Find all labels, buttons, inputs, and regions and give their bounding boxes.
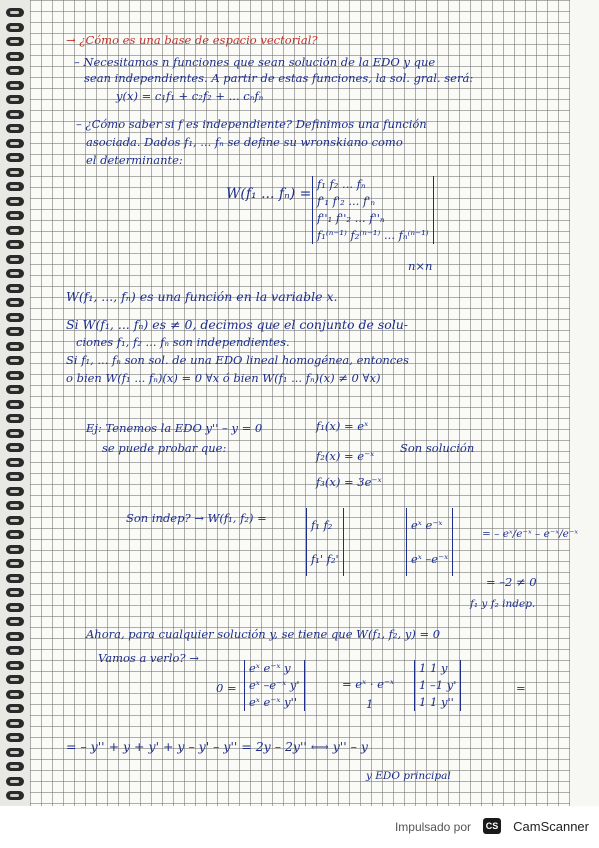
note-line: y EDO principal (366, 770, 451, 782)
spiral-ring (6, 429, 24, 438)
note-line: ciones f₁, f₂ ... fₙ son independientes. (76, 335, 290, 349)
spiral-ring (6, 487, 24, 496)
ones-matrix (414, 660, 461, 711)
note-line: asociada. Dados f₁, ... fₙ se define su wronskiano como (86, 135, 403, 149)
note-line: Si f₁, ... fₙ son sol. de una EDO lineal homogénea, entonces (66, 353, 409, 367)
note-line: el determinante: (86, 153, 183, 167)
spiral-ring (6, 110, 24, 119)
spiral-ring (6, 443, 24, 452)
matrix-size: n×n (408, 259, 433, 273)
spiral-ring (6, 298, 24, 307)
matrix-f (306, 508, 344, 576)
spiral-ring (6, 356, 24, 365)
notebook-spiral (0, 0, 30, 806)
spiral-ring (6, 124, 24, 133)
spiral-ring (6, 632, 24, 641)
matrix-row: f'₁ f'₂ ... f'ₙ (317, 194, 376, 208)
spiral-ring (6, 23, 24, 32)
spiral-ring (6, 313, 24, 322)
matrix-row: eˣ e⁻ˣ y (249, 661, 291, 675)
spiral-ring (6, 8, 24, 17)
spiral-ring (6, 661, 24, 670)
spiral-ring (6, 327, 24, 336)
wronskian-definition: W(f₁ ... fₙ) = (226, 186, 312, 202)
matrix-row: eˣ e⁻ˣ (411, 518, 443, 532)
spiral-ring (6, 777, 24, 786)
wronskian-3x3 (244, 660, 305, 711)
spiral-ring (6, 574, 24, 583)
wronskian-matrix (312, 176, 434, 244)
note-line: 1 (366, 697, 374, 711)
spiral-ring (6, 197, 24, 206)
spiral-ring (6, 226, 24, 235)
matrix-row: 1 –1 y' (419, 678, 457, 692)
spiral-ring (6, 95, 24, 104)
spiral-ring (6, 719, 24, 728)
camscanner-brand: CamScanner (513, 819, 589, 834)
matrix-row: 1 1 y'' (419, 695, 454, 709)
spiral-ring (6, 762, 24, 771)
matrix-row: eˣ –e⁻ˣ y' (249, 678, 300, 692)
example-title: Ej: Tenemos la EDO y'' – y = 0 (86, 421, 263, 435)
result-line: = –2 ≠ 0 (486, 575, 537, 589)
spiral-ring (6, 400, 24, 409)
matrix-exp (406, 508, 453, 576)
note-line: = eˣ · e⁻ˣ (342, 677, 395, 691)
spiral-ring (6, 675, 24, 684)
spiral-ring (6, 588, 24, 597)
spiral-ring (6, 371, 24, 380)
note-line: – ¿Cómo saber si f es independiente? Definimos una función (76, 117, 427, 131)
scanner-footer (0, 806, 599, 848)
spiral-ring (6, 211, 24, 220)
spiral-ring (6, 269, 24, 278)
spiral-ring (6, 385, 24, 394)
spiral-ring (6, 37, 24, 46)
handwritten-notes (66, 28, 579, 798)
spiral-ring (6, 530, 24, 539)
matrix-row: f₁ f₂ (311, 518, 333, 532)
matrix-row: 1 1 y (419, 661, 448, 675)
note-line: – Necesitamos n funciones que sean solución de la EDO y que (74, 55, 436, 69)
solution-f2: f₂(x) = e⁻ˣ (316, 449, 375, 463)
solution-f3: f₃(x) = 3e⁻ˣ (316, 475, 382, 489)
spiral-ring (6, 733, 24, 742)
spiral-ring (6, 791, 24, 800)
note-heading: → ¿Cómo es una base de espacio vectorial? (66, 33, 318, 47)
note-line: se puede probar que: (102, 441, 227, 455)
spiral-ring (6, 472, 24, 481)
spiral-ring (6, 66, 24, 75)
matrix-row: eˣ e⁻ˣ y'' (249, 695, 297, 709)
spiral-ring (6, 168, 24, 177)
powered-by-label: Impulsado por (394, 820, 471, 834)
matrix-row: f₁' f₂' (311, 552, 339, 566)
solution-f1: f₁(x) = eˣ (316, 419, 369, 433)
note-line: 0 = (216, 681, 237, 695)
general-solution: y(x) = c₁f₁ + c₂f₂ + ... cₙfₙ (116, 89, 264, 103)
spiral-ring (6, 458, 24, 467)
note-line: Ahora, para cualquier solución y, se tiene que W(f₁, f₂, y) = 0 (86, 627, 441, 641)
spiral-ring (6, 414, 24, 423)
note-line: Son solución (400, 441, 475, 455)
note-line: o bien W(f₁ ... fₙ)(x) = 0 ∀x ó bien W(f₁ ... fₙ)(x) ≠ 0 ∀x) (66, 371, 381, 385)
note-line: Vamos a verlo? → (98, 651, 199, 665)
result-line: f₁ y f₂ indep. (470, 598, 536, 610)
matrix-row: f₁⁽ⁿ⁻¹⁾ f₂⁽ⁿ⁻¹⁾ ... fₙ⁽ⁿ⁻¹⁾ (317, 228, 429, 242)
final-equation: = – y'' + y + y' + y – y' – y'' = 2y – 2y'' ⟷ y'' – y (66, 739, 368, 754)
note-line: = (516, 681, 526, 695)
spiral-ring (6, 153, 24, 162)
spiral-ring (6, 748, 24, 757)
result-line: = – eˣ/e⁻ˣ – e⁻ˣ/e⁻ˣ (482, 528, 579, 540)
spiral-ring (6, 255, 24, 264)
camscanner-logo-icon: CS (483, 818, 501, 834)
spiral-ring (6, 501, 24, 510)
spiral-ring (6, 559, 24, 568)
spiral-ring (6, 516, 24, 525)
note-line: Si W(f₁, ... fₙ) es ≠ 0, decimos que el conjunto de solu- (66, 317, 409, 332)
spiral-ring (6, 704, 24, 713)
spiral-ring (6, 603, 24, 612)
spiral-ring (6, 284, 24, 293)
spiral-ring (6, 240, 24, 249)
matrix-row: eˣ –e⁻ˣ (411, 552, 449, 566)
spiral-ring (6, 81, 24, 90)
matrix-row: f₁ f₂ ... fₙ (317, 177, 366, 191)
note-line: W(f₁, ..., fₙ) es una función en la variable x. (66, 289, 338, 304)
spiral-ring (6, 646, 24, 655)
spiral-ring (6, 182, 24, 191)
matrix-row: f''₁ f''₂ ... f''ₙ (317, 211, 385, 225)
spiral-ring (6, 342, 24, 351)
spiral-ring (6, 690, 24, 699)
spiral-ring (6, 617, 24, 626)
spiral-ring (6, 139, 24, 148)
note-line: sean independientes. A partir de estas funciones, la sol. gral. será: (84, 71, 474, 85)
independence-question: Son indep? → W(f₁, f₂) = (126, 511, 267, 525)
spiral-ring (6, 52, 24, 61)
spiral-ring (6, 545, 24, 554)
